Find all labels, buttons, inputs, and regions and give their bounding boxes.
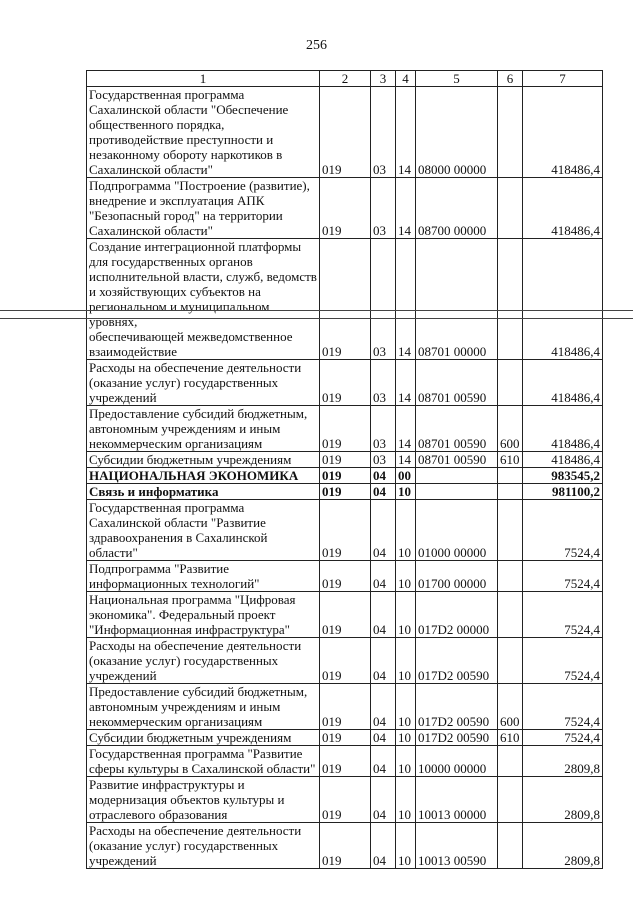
page-cut-line xyxy=(0,310,633,311)
column-header: 6 xyxy=(498,71,523,87)
cell-c6 xyxy=(498,592,523,638)
cell-c7: 983545,2 xyxy=(523,468,603,484)
cell-c3: 03 xyxy=(371,178,396,239)
cell-c4: 10 xyxy=(396,823,416,869)
cell-c5 xyxy=(416,484,498,500)
cell-c2: 019 xyxy=(320,360,371,406)
column-header: 2 xyxy=(320,71,371,87)
cell-c7: 7524,4 xyxy=(523,638,603,684)
cell-c5: 017D2 00590 xyxy=(416,684,498,730)
cell-c5: 017D2 00590 xyxy=(416,638,498,684)
cell-c2: 019 xyxy=(320,178,371,239)
table-row xyxy=(87,468,603,484)
cell-c3: 04 xyxy=(371,823,396,869)
cell-c6: 600 xyxy=(498,684,523,730)
table-row xyxy=(87,777,603,823)
cell-c3: 04 xyxy=(371,730,396,746)
row-name-cell: НАЦИОНАЛЬНАЯ ЭКОНОМИКА xyxy=(87,468,320,484)
cell-c5: 08701 00590 xyxy=(416,452,498,468)
table-row xyxy=(87,178,603,239)
row-name-cell: Расходы на обеспечение деятельности (оказание услуг) государственных учреждений xyxy=(87,360,320,406)
cell-c2: 019 xyxy=(320,239,371,360)
cell-c3: 04 xyxy=(371,561,396,592)
cell-c7: 7524,4 xyxy=(523,592,603,638)
column-header: 1 xyxy=(87,71,320,87)
row-name-cell: Расходы на обеспечение деятельности (оказание услуг) государственных учреждений xyxy=(87,823,320,869)
cell-c3: 04 xyxy=(371,746,396,777)
cell-c7: 418486,4 xyxy=(523,452,603,468)
cell-c7: 418486,4 xyxy=(523,87,603,178)
row-name-cell: Подпрограмма "Развитие информационных технологий" xyxy=(87,561,320,592)
column-header: 7 xyxy=(523,71,603,87)
cell-c2: 019 xyxy=(320,777,371,823)
cell-c4: 10 xyxy=(396,746,416,777)
cell-c3: 03 xyxy=(371,406,396,452)
row-name-cell: Связь и информатика xyxy=(87,484,320,500)
cell-c6 xyxy=(498,468,523,484)
column-header: 3 xyxy=(371,71,396,87)
cell-c3: 03 xyxy=(371,239,396,360)
cell-c5: 017D2 00590 xyxy=(416,730,498,746)
page-cut-line xyxy=(0,318,633,319)
cell-c4: 14 xyxy=(396,406,416,452)
cell-c6 xyxy=(498,638,523,684)
cell-c7: 7524,4 xyxy=(523,684,603,730)
cell-c6 xyxy=(498,500,523,561)
cell-c2: 019 xyxy=(320,823,371,869)
cell-c2: 019 xyxy=(320,592,371,638)
cell-c6 xyxy=(498,87,523,178)
header-row xyxy=(87,71,603,87)
cell-c2: 019 xyxy=(320,730,371,746)
cell-c7: 418486,4 xyxy=(523,406,603,452)
cell-c6 xyxy=(498,746,523,777)
cell-c4: 14 xyxy=(396,239,416,360)
cell-c3: 04 xyxy=(371,592,396,638)
cell-c5: 08701 00590 xyxy=(416,406,498,452)
cell-c7: 2809,8 xyxy=(523,777,603,823)
cell-c2: 019 xyxy=(320,746,371,777)
cell-c7: 981100,2 xyxy=(523,484,603,500)
cell-c4: 10 xyxy=(396,730,416,746)
cell-c4: 14 xyxy=(396,452,416,468)
cell-c3: 04 xyxy=(371,684,396,730)
cell-c3: 04 xyxy=(371,484,396,500)
cell-c2: 019 xyxy=(320,500,371,561)
cell-c3: 04 xyxy=(371,500,396,561)
row-name-cell: Предоставление субсидий бюджетным, автономным учреждениям и иным некоммерческим организациям xyxy=(87,684,320,730)
cell-c3: 04 xyxy=(371,777,396,823)
cell-c6: 600 xyxy=(498,406,523,452)
cell-c7: 2809,8 xyxy=(523,823,603,869)
row-name-cell: Государственная программа "Развитие сферы культуры в Сахалинской области" xyxy=(87,746,320,777)
cell-c7: 7524,4 xyxy=(523,500,603,561)
cell-c5: 08701 00000 xyxy=(416,239,498,360)
cell-c6: 610 xyxy=(498,730,523,746)
cell-c4: 10 xyxy=(396,777,416,823)
budget-table xyxy=(86,70,603,869)
cell-c3: 04 xyxy=(371,638,396,684)
cell-c4: 14 xyxy=(396,87,416,178)
cell-c2: 019 xyxy=(320,638,371,684)
table-row xyxy=(87,360,603,406)
cell-c5: 08701 00590 xyxy=(416,360,498,406)
cell-c6 xyxy=(498,239,523,360)
table-row xyxy=(87,823,603,869)
cell-c5: 017D2 00000 xyxy=(416,592,498,638)
cell-c4: 10 xyxy=(396,500,416,561)
cell-c3: 03 xyxy=(371,452,396,468)
row-name-cell: Предоставление субсидий бюджетным, автономным учреждениям и иным некоммерческим организациям xyxy=(87,406,320,452)
cell-c2: 019 xyxy=(320,468,371,484)
table-row xyxy=(87,500,603,561)
column-header: 5 xyxy=(416,71,498,87)
cell-c2: 019 xyxy=(320,87,371,178)
table-row xyxy=(87,592,603,638)
row-name-cell: Развитие инфраструктуры и модернизация объектов культуры и отраслевого образования xyxy=(87,777,320,823)
table-row xyxy=(87,561,603,592)
cell-c2: 019 xyxy=(320,452,371,468)
column-header: 4 xyxy=(396,71,416,87)
cell-c5: 10013 00000 xyxy=(416,777,498,823)
cell-c4: 10 xyxy=(396,561,416,592)
cell-c2: 019 xyxy=(320,561,371,592)
table-row xyxy=(87,406,603,452)
cell-c5 xyxy=(416,468,498,484)
cell-c4: 10 xyxy=(396,484,416,500)
row-name-cell: Национальная программа "Цифровая экономика". Федеральный проект "Информационная инфраструктура" xyxy=(87,592,320,638)
row-name-cell: Расходы на обеспечение деятельности (оказание услуг) государственных учреждений xyxy=(87,638,320,684)
cell-c5: 01700 00000 xyxy=(416,561,498,592)
cell-c7: 2809,8 xyxy=(523,746,603,777)
cell-c6 xyxy=(498,823,523,869)
table-row xyxy=(87,452,603,468)
cell-c7: 418486,4 xyxy=(523,178,603,239)
cell-c4: 14 xyxy=(396,178,416,239)
table-row xyxy=(87,638,603,684)
cell-c3: 03 xyxy=(371,360,396,406)
row-name-cell: Государственная программа Сахалинской области "Развитие здравоохранения в Сахалинской области" xyxy=(87,500,320,561)
row-name-cell: Субсидии бюджетным учреждениям xyxy=(87,452,320,468)
cell-c7: 7524,4 xyxy=(523,730,603,746)
cell-c5: 01000 00000 xyxy=(416,500,498,561)
cell-c3: 04 xyxy=(371,468,396,484)
cell-c2: 019 xyxy=(320,484,371,500)
cell-c6 xyxy=(498,484,523,500)
cell-c4: 14 xyxy=(396,360,416,406)
table-row xyxy=(87,684,603,730)
cell-c7: 418486,4 xyxy=(523,360,603,406)
table-row xyxy=(87,730,603,746)
cell-c4: 00 xyxy=(396,468,416,484)
cell-c6 xyxy=(498,178,523,239)
cell-c5: 10000 00000 xyxy=(416,746,498,777)
page-number: 256 xyxy=(306,38,327,53)
cell-c6: 610 xyxy=(498,452,523,468)
row-name-cell: Государственная программа Сахалинской области "Обеспечение общественного порядка, противодействие преступности и незаконному обороту наркотиков в Сахалинской области" xyxy=(87,87,320,178)
table-row xyxy=(87,87,603,178)
cell-c7: 418486,4 xyxy=(523,239,603,360)
row-name-cell: Создание интеграционной платформы для государственных органов исполнительной власти, служб, ведомств и хозяйствующих субъектов на региональном и муниципальном уровнях, обеспечивающей межведомственное взаимодействие xyxy=(87,239,320,360)
cell-c5: 10013 00590 xyxy=(416,823,498,869)
cell-c6 xyxy=(498,561,523,592)
cell-c3: 03 xyxy=(371,87,396,178)
cell-c4: 10 xyxy=(396,684,416,730)
table-row xyxy=(87,484,603,500)
cell-c6 xyxy=(498,777,523,823)
cell-c2: 019 xyxy=(320,684,371,730)
row-name-cell: Подпрограмма "Построение (развитие), внедрение и эксплуатация АПК "Безопасный город" на территории Сахалинской области" xyxy=(87,178,320,239)
row-name-cell: Субсидии бюджетным учреждениям xyxy=(87,730,320,746)
cell-c4: 10 xyxy=(396,638,416,684)
cell-c6 xyxy=(498,360,523,406)
cell-c2: 019 xyxy=(320,406,371,452)
table-row xyxy=(87,239,603,360)
cell-c4: 10 xyxy=(396,592,416,638)
cell-c7: 7524,4 xyxy=(523,561,603,592)
cell-c5: 08000 00000 xyxy=(416,87,498,178)
cell-c5: 08700 00000 xyxy=(416,178,498,239)
table-row xyxy=(87,746,603,777)
